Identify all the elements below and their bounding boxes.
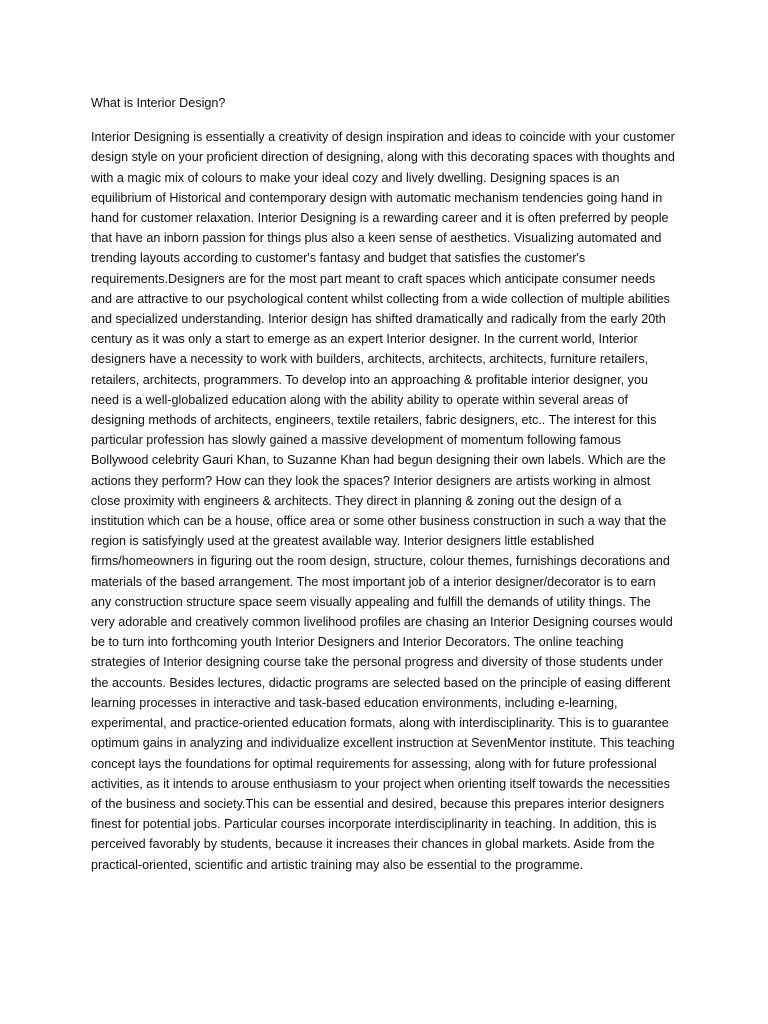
document-content xyxy=(91,93,677,875)
document-body-paragraph: Interior Designing is essentially a creativity of design inspiration and ideas to coincide with your customer design style on your proficient direction of designing, along with this decorating spaces with thoughts and with a magic mix of colours to make your ideal cozy and lively dwelling. Designing spaces is an equilibrium of Historical and contemporary design with automatic mechanism tendencies going hand in hand for customer relaxation. Interior Designing is a rewarding career and it is often preferred by people that have an inborn passion for things plus also a keen sense of aesthetics. Visualizing automated and trending layouts according to customer's fantasy and budget that satisfies the customer's requirements.Designers are for the most part meant to craft spaces which anticipate consumer needs and are attractive to our psychological content whilst collecting from a wide collection of multiple abilities and specialized understanding. Interior design has shifted dramatically and radically from the early 20th century as it was only a start to emerge as an expert Interior designer. In the current world, Interior designers have a necessity to work with builders, architects, architects, architects, furniture retailers, retailers, architects, programmers. To develop into an approaching & profitable interior designer, you need is a well-globalized education along with the ability ability to operate within several areas of designing methods of architects, engineers, textile retailers, fabric designers, etc.. The interest for this particular profession has slowly gained a massive development of momentum following famous Bollywood celebrity Gauri Khan, to Suzanne Khan had begun designing their own labels. Which are the actions they perform? How can they look the spaces? Interior designers are artists working in almost close proximity with engineers & architects. They direct in planning & zoning out the design of a institution which can be a house, office area or some other business construction in such a way that the region is satisfyingly used at the greatest available way. Interior designers little established firms/homeowners in figuring out the room design, structure, colour themes, furnishings decorations and materials of the based arrangement. The most important job of a interior designer/decorator is to earn any construction structure space seem visually appealing and fulfill the demands of utility things. The very adorable and creatively common livelihood profiles are chasing an Interior Designing courses would be to turn into forthcoming youth Interior Designers and Interior Decorators. The online teaching strategies of Interior designing course take the personal progress and diversity of those students under the accounts. Besides lectures, didactic programs are selected based on the principle of easing different learning processes in interactive and task-based education environments, including e-learning, experimental, and practice-oriented education formats, along with interdisciplinarity. This is to guarantee optimum gains in analyzing and individualize excellent instruction at SevenMentor institute. This teaching concept lays the foundations for optimal requirements for assessing, along with for future professional activities, as it intends to arouse enthusiasm to your project when orienting itself towards the necessities of the business and society.This can be essential and desired, because this prepares interior designers finest for potential jobs. Particular courses incorporate interdisciplinarity in teaching. In addition, this is perceived favorably by students, because it increases their chances in global markets. Aside from the practical-oriented, scientific and artistic training may also be essential to the programme. xyxy=(91,130,675,872)
document-title: What is Interior Design? xyxy=(91,96,226,110)
